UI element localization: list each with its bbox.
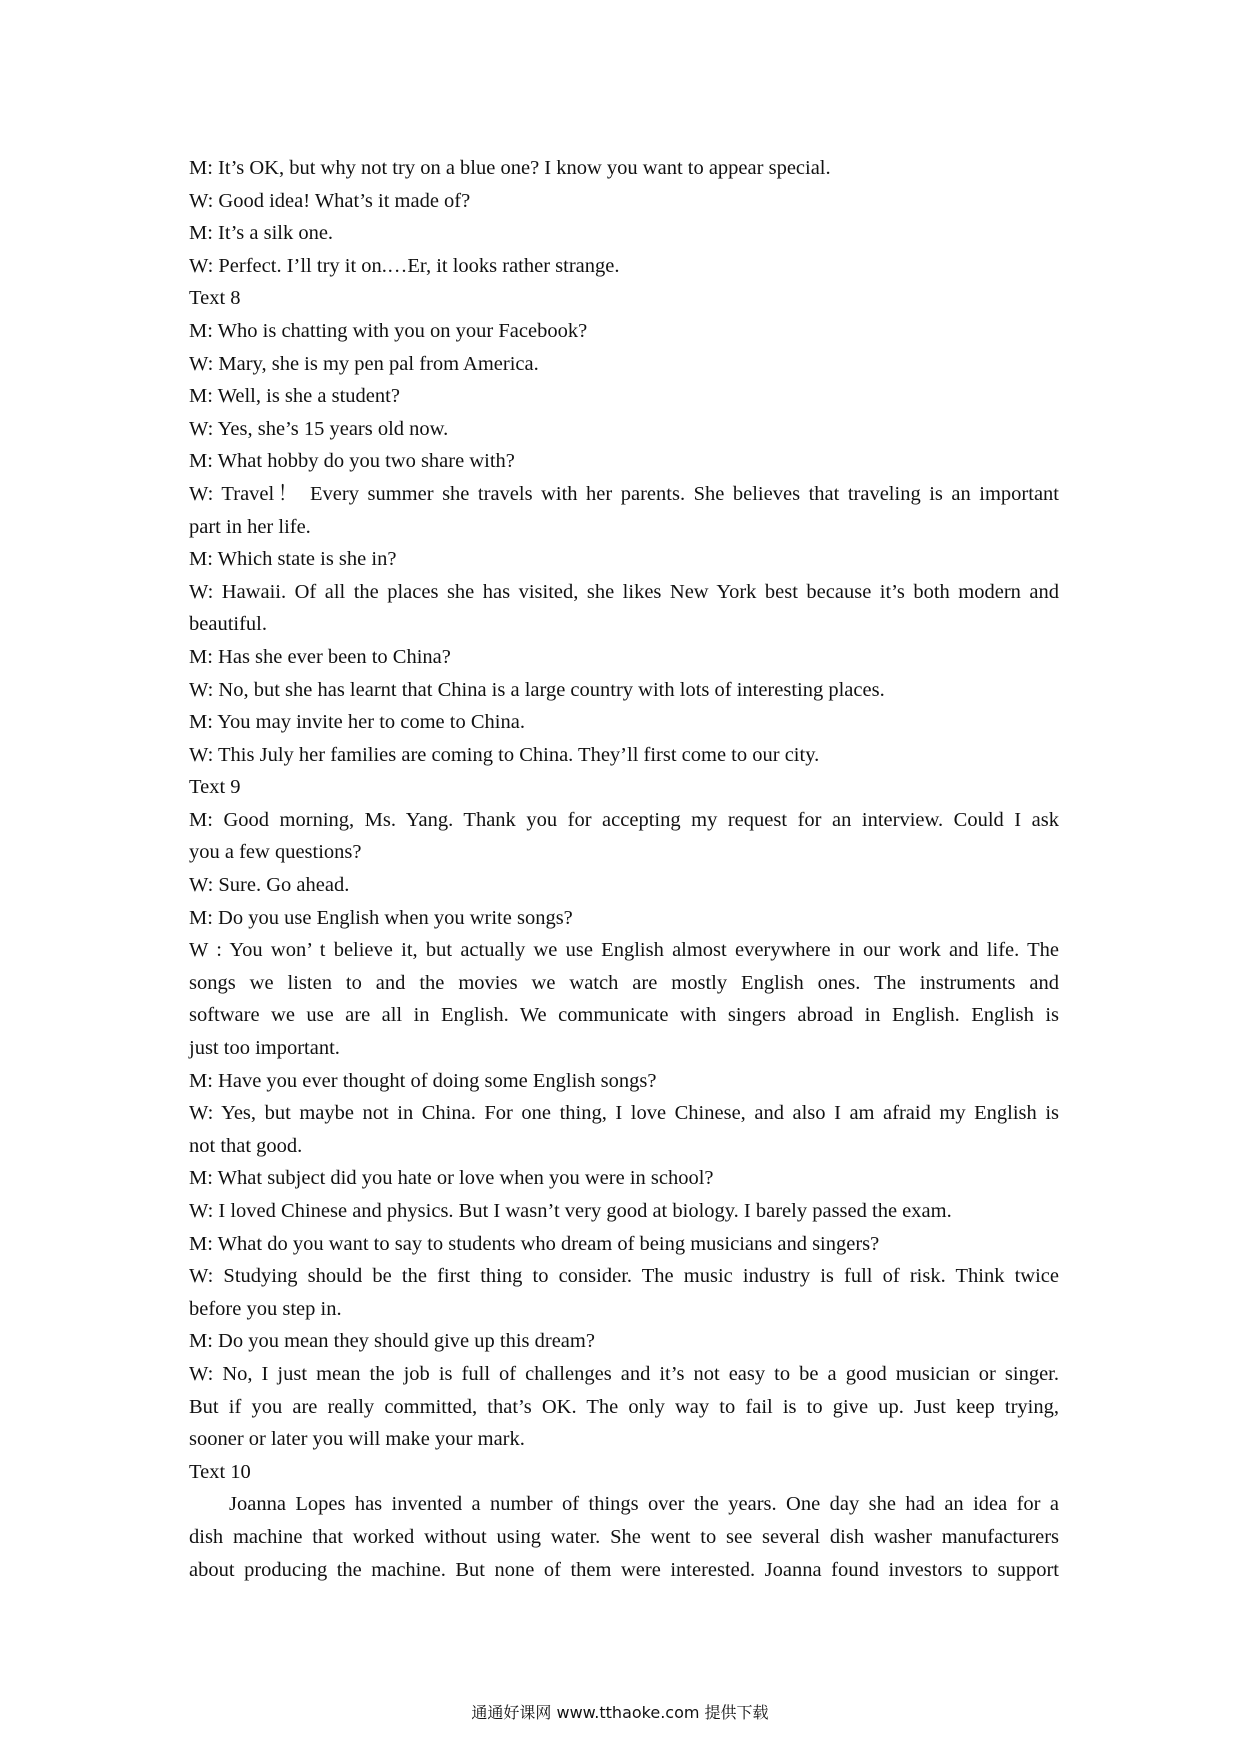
section-heading: Text 8 [189, 287, 241, 310]
speaker-m-line: M: Which state is she in? [189, 548, 397, 571]
transcript-body [189, 152, 1059, 1586]
text-line: you a few questions? [189, 841, 362, 864]
speaker-w-line: W: Good idea! What’s it made of? [189, 189, 471, 212]
speaker-w-line: W: No, I just mean the job is full of challenges and it’s not easy to be a good musician or singer. [189, 1362, 1059, 1385]
speaker-w-line: W: Hawaii. Of all the places she has visited, she likes New York best because it’s both modern and [189, 580, 1059, 603]
speaker-w-line: W: Perfect. I’ll try it on.…Er, it looks rather strange. [189, 254, 620, 277]
speaker-w-line: W: Travel！ Every summer she travels with her parents. She believes that traveling is an important [189, 482, 1059, 505]
speaker-m-line: M: What hobby do you two share with? [189, 450, 515, 473]
text-line: beautiful. [189, 613, 267, 636]
speaker-m-line: M: It’s OK, but why not try on a blue one? I know you want to appear special. [189, 157, 831, 179]
speaker-m-line: M: Well, is she a student? [189, 385, 400, 408]
speaker-w-line: W: Yes, she’s 15 years old now. [189, 417, 449, 440]
speaker-m-line: M: Has she ever been to China? [189, 645, 451, 668]
speaker-m-line: M: What subject did you hate or love when you were in school? [189, 1167, 714, 1190]
page-footer: 通通好课网 www.tthaoke.com 提供下载 [471, 1703, 769, 1722]
speaker-m-line: M: You may invite her to come to China. [189, 711, 525, 734]
speaker-w-line: W: No, but she has learnt that China is a large country with lots of interesting places. [189, 678, 885, 701]
text-line: songs we listen to and the movies we watch are mostly English ones. The instruments and [189, 971, 1059, 994]
speaker-m-line: M: It’s a silk one. [189, 222, 334, 245]
text-line: Joanna Lopes has invented a number of things over the years. One day she had an idea for a [229, 1493, 1059, 1516]
speaker-w-line: W: This July her families are coming to China. They’ll first come to our city. [189, 743, 820, 766]
speaker-m-line: M: What do you want to say to students who dream of being musicians and singers? [189, 1232, 880, 1255]
speaker-w-line: W: Yes, but maybe not in China. For one thing, I love Chinese, and also I am afraid my English is [189, 1102, 1059, 1125]
speaker-w-line: W: Studying should be the first thing to consider. The music industry is full of risk. Think twice [189, 1265, 1059, 1288]
text-line: software we use are all in English. We communicate with singers abroad in English. English is [189, 1004, 1059, 1027]
speaker-m-line: M: Who is chatting with you on your Facebook? [189, 319, 588, 342]
text-line: But if you are really committed, that’s OK. The only way to fail is to give up. Just keep trying, [189, 1395, 1059, 1418]
speaker-w-line: W: Mary, she is my pen pal from America. [189, 352, 539, 375]
speaker-w-line: W: Sure. Go ahead. [189, 874, 350, 897]
text-line: about producing the machine. But none of them were interested. Joanna found investors to support [189, 1558, 1059, 1581]
text-line: not that good. [189, 1134, 303, 1157]
speaker-m-line: M: Do you use English when you write songs? [189, 906, 573, 929]
speaker-m-line: M: Do you mean they should give up this dream? [189, 1330, 595, 1353]
section-heading: Text 9 [189, 776, 241, 799]
text-line: part in her life. [189, 515, 311, 538]
speaker-m-line: M: Good morning, Ms. Yang. Thank you for accepting my request for an interview. Could I ask [189, 808, 1059, 831]
text-line: sooner or later you will make your mark. [189, 1428, 525, 1451]
speaker-w-line: W: I loved Chinese and physics. But I wasn’t very good at biology. I barely passed the exam. [189, 1200, 952, 1222]
text-line: dish machine that worked without using water. She went to see several dish washer manufacturers [189, 1525, 1059, 1548]
section-heading: Text 10 [189, 1460, 251, 1483]
text-line: before you step in. [189, 1297, 342, 1320]
text-line: just too important. [189, 1037, 340, 1060]
speaker-w-line: W : You won’ t believe it, but actually we use English almost everywhere in our work and life. The [189, 939, 1059, 962]
speaker-m-line: M: Have you ever thought of doing some English songs? [189, 1069, 657, 1092]
